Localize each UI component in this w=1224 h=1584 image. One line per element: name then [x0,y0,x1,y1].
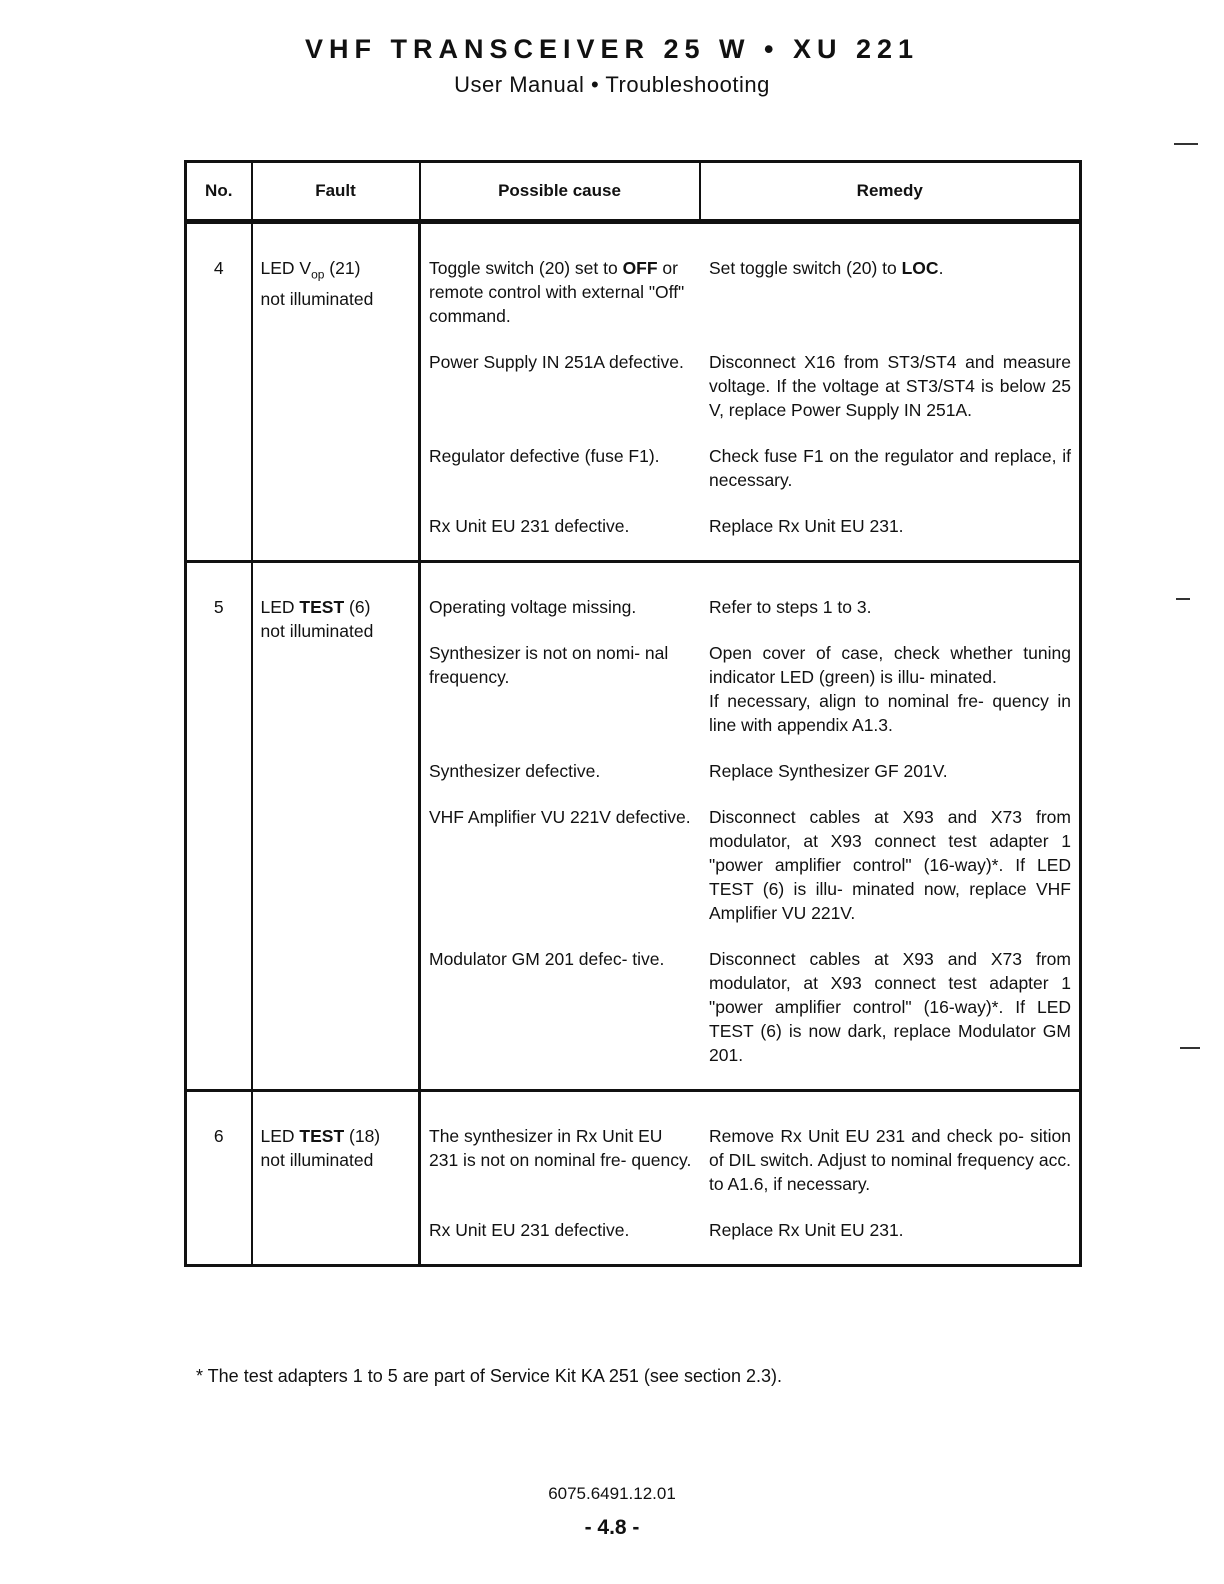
fault-cell [252,562,420,1091]
page-number: - 4.8 - [584,1516,640,1539]
cause-remedy-cell [420,1091,1081,1266]
remedy: Replace Synthesizer GF 201V. [709,761,948,781]
fault-text: LED [260,1126,300,1146]
cause-remedy-pair [421,1218,1079,1242]
margin-mark [1176,598,1190,600]
cause-remedy-pair [421,444,1079,492]
table-row [186,222,1081,562]
possible-cause: Regulator defective (fuse F1). [429,446,660,466]
remedy: Check fuse F1 on the regulator and replace, if necessary. [709,446,1071,490]
remedy: Replace Rx Unit EU 231. [709,1220,904,1240]
row-number: 5 [186,562,252,1091]
remedy: Open cover of case, check whether tuning indicator LED (green) is illu- minated. If necessary, align to nominal fre- quency in line with appendix A1.3. [709,643,1071,735]
cause-remedy-pair [421,350,1079,422]
remedy: Remove Rx Unit EU 231 and check po- sition of DIL switch. Adjust to nominal frequency acc. to A1.6, if necessary. [709,1126,1071,1194]
row-number: 6 [186,1091,252,1266]
possible-cause: Rx Unit EU 231 defective. [429,516,630,536]
fault-text: (6) [344,597,371,617]
page-title: VHF TRANSCEIVER 25 W • XU 221 [304,34,920,64]
page-subtitle: User Manual • Troubleshooting [454,72,770,97]
cause-remedy-cell [420,222,1081,562]
table-header-row [186,162,1081,222]
possible-cause: Toggle switch (20) set to OFF or remote control with external "Off" command. [429,258,685,326]
remedy: Set toggle switch (20) to LOC. [709,258,944,278]
remedy: Refer to steps 1 to 3. [709,597,872,617]
remedy: Disconnect cables at X93 and X73 from modulator, at X93 connect test adapter 1 "power amplifier control" (16-way)*. If LED TEST (6) is now dark, replace Modulator GM 201. [709,949,1071,1065]
fault-text: not illuminated [260,621,374,641]
remedy: Replace Rx Unit EU 231. [709,516,904,536]
cause-remedy-pair [421,595,1079,619]
possible-cause: VHF Amplifier VU 221V defective. [429,807,691,827]
column-header-fault: Fault [252,162,420,222]
margin-mark [1180,1047,1200,1049]
fault-text-bold: TEST [299,1126,345,1146]
cause-remedy-pair [421,947,1079,1067]
possible-cause: The synthesizer in Rx Unit EU 231 is not on nominal fre- quency. [429,1126,692,1170]
troubleshooting-table [184,160,1082,1267]
cause-remedy-pair [421,514,1079,538]
fault-cell [252,222,420,562]
table-row [186,1091,1081,1266]
fault-text: not illuminated [260,288,374,309]
column-header-cause: Possible cause [420,162,700,222]
cause-remedy-pair [421,805,1079,925]
column-header-remedy: Remedy [700,162,1081,222]
cause-remedy-cell [420,562,1081,1091]
fault-text-bold: TEST [299,597,345,617]
table-row [186,562,1081,1091]
fault-subscript: op [311,267,325,282]
possible-cause: Rx Unit EU 231 defective. [429,1220,630,1240]
possible-cause: Operating voltage missing. [429,597,637,617]
fault-text: (18) [344,1126,381,1146]
fault-text: LED V [260,258,312,278]
cause-remedy-pair [421,641,1079,737]
fault-cell [252,1091,420,1266]
fault-text: LED [260,597,300,617]
cause-remedy-pair [421,759,1079,783]
possible-cause: Synthesizer is not on nomi- nal frequency. [429,643,669,687]
row-number: 4 [186,222,252,562]
possible-cause: Synthesizer defective. [429,761,601,781]
document-number: 6075.6491.12.01 [548,1484,676,1503]
remedy: Disconnect cables at X93 and X73 from modulator, at X93 connect test adapter 1 "power amplifier control" (16-way)*. If LED TEST (6) is illu- minated now, replace VHF Amplifier VU 221V. [709,807,1071,923]
possible-cause: Modulator GM 201 defec- tive. [429,949,665,969]
remedy: Disconnect X16 from ST3/ST4 and measure voltage. If the voltage at ST3/ST4 is below 25 V, replace Power Supply IN 251A. [709,352,1071,420]
fault-text: not illuminated [260,1150,374,1170]
cause-remedy-pair [421,256,1079,328]
possible-cause: Power Supply IN 251A defective. [429,352,684,372]
cause-remedy-pair [421,1124,1079,1196]
fault-text: (21) [324,258,361,278]
column-header-no: No. [186,162,252,222]
footnote: * The test adapters 1 to 5 are part of Service Kit KA 251 (see section 2.3). [196,1366,782,1386]
margin-mark [1174,143,1198,145]
